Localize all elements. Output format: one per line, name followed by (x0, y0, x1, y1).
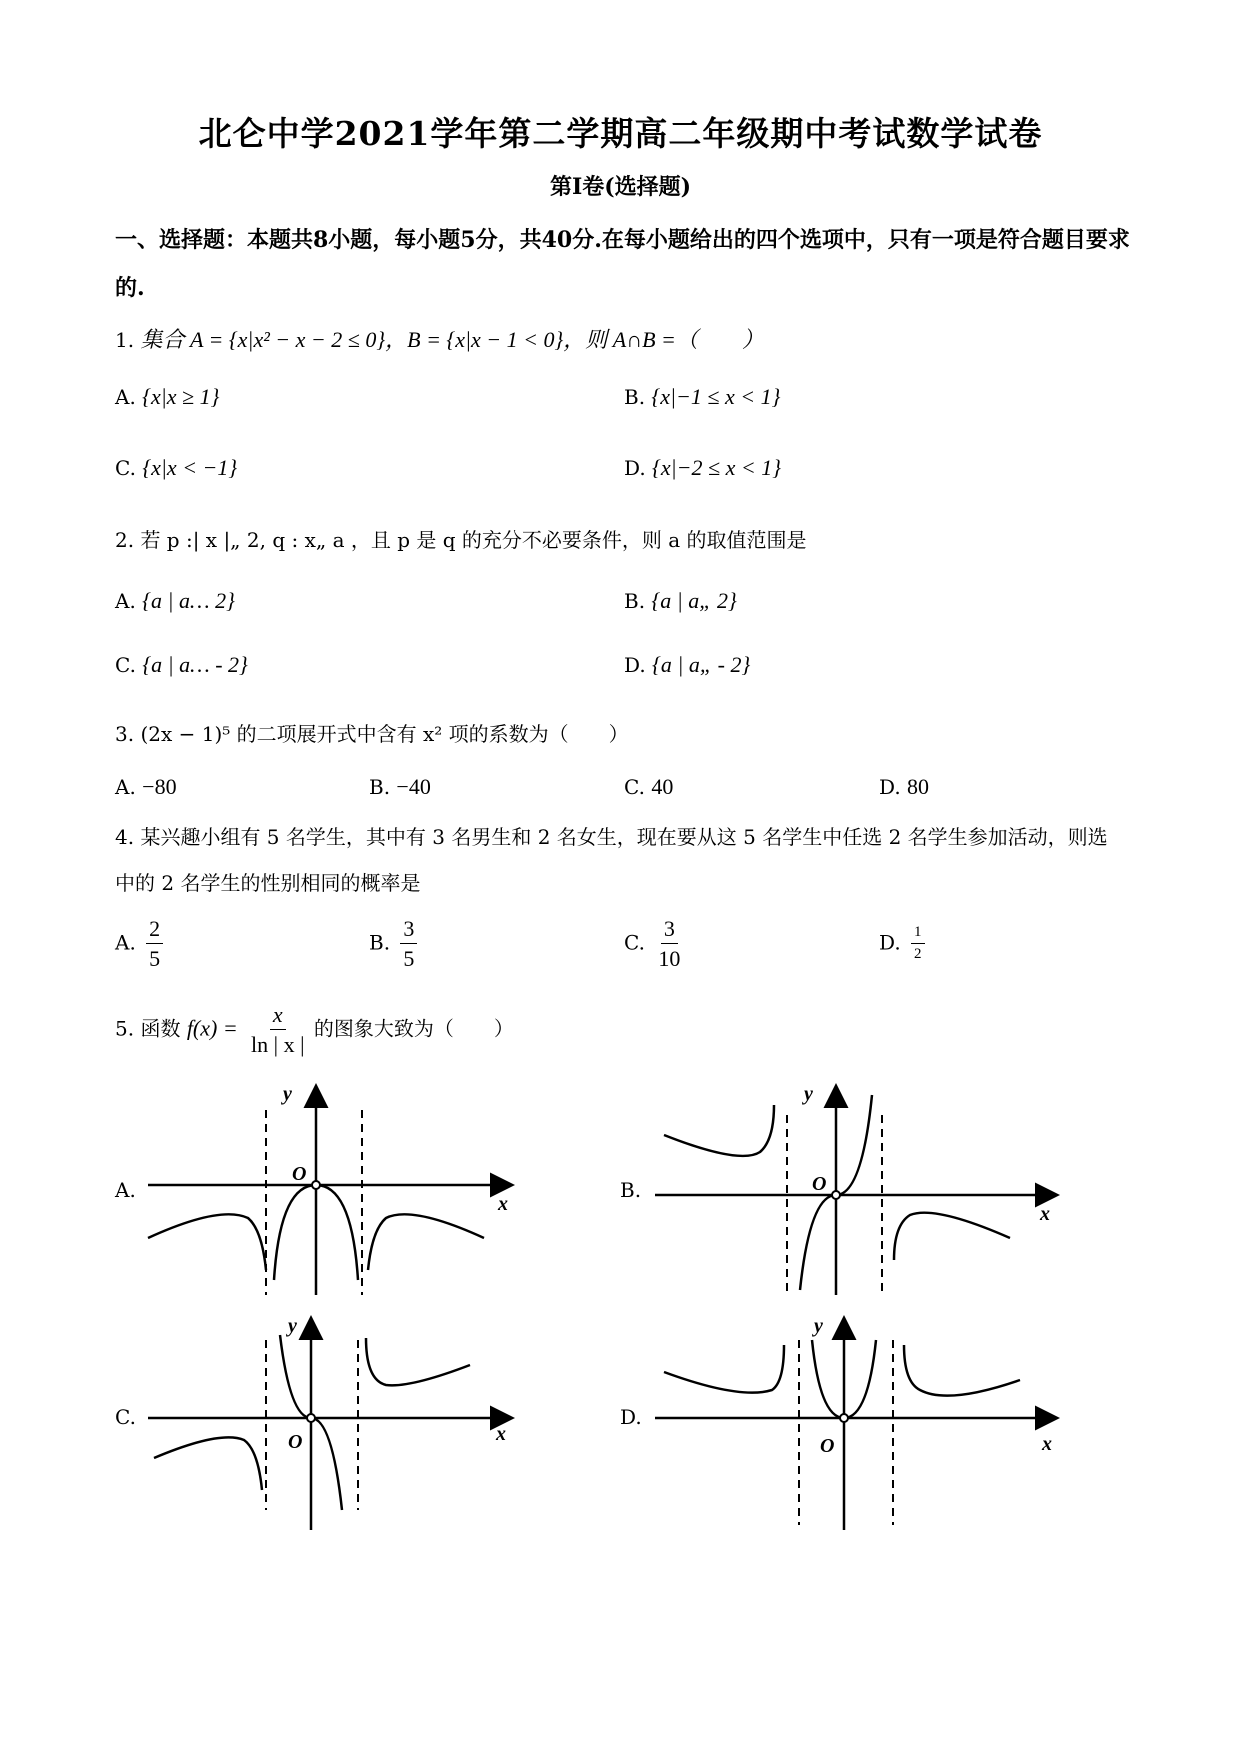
question-number: 5. (115, 1016, 135, 1041)
q1-option-c[interactable]: C. {x|x < −1} (115, 455, 238, 480)
q4-option-d[interactable]: D. $\frac{1}{2}$ (879, 924, 925, 964)
y-label: y (283, 1083, 292, 1105)
section-subtitle: 第I卷(选择题) (549, 174, 692, 200)
svg-text:O: O (820, 1435, 835, 1457)
q1-option-d[interactable]: D. {x|−2 ≤ x < 1} (624, 455, 781, 480)
question-text: 某兴趣小组有 5 名学生，其中有 3 名男生和 2 名女生，现在要从这 5 名学生中任选 2 名学生参加活动，则选中的 2 名学生的性别相同的概率是 (115, 825, 1108, 895)
question-number: 3. (115, 722, 135, 746)
graph-a (140, 1070, 520, 1300)
origin-label: O (292, 1163, 307, 1185)
question-number: 4. (115, 825, 135, 849)
graph-d (650, 1300, 1070, 1535)
svg-text:O: O (288, 1431, 303, 1453)
q4-option-c[interactable]: C. $\frac{3}{10}$ (624, 916, 681, 972)
q2-option-d[interactable]: D. {a | a„ - 2} (624, 652, 751, 677)
svg-text:O: O (812, 1173, 827, 1195)
curve-right (368, 1214, 484, 1270)
section-heading: 一、选择题：本题共8小题，每小题5分，共40分.在每小题给出的四个选项中，只有一项是符合题目要求的. (115, 227, 1130, 301)
q5-option-c[interactable]: C. (115, 1405, 136, 1429)
q3-option-d[interactable]: D. 80 (879, 774, 930, 799)
q3-option-c[interactable]: C. 40 (624, 774, 674, 799)
page-title: 北仑中学2021学年第二学期高二年级期中考试数学试卷 (198, 114, 1043, 153)
q4-option-b[interactable]: B. $\frac{3}{5}$ (369, 916, 417, 972)
q5-option-b[interactable]: B. (620, 1178, 642, 1202)
q1-option-a[interactable]: A. {x|x ≥ 1} (115, 384, 220, 409)
graph-b (650, 1070, 1070, 1300)
question-5: 5. 函数 f(x) = $\frac{x}{\ln | x |}$ 的图象大致为（ ） (115, 1002, 514, 1058)
svg-text:x: x (1040, 1203, 1050, 1225)
graph-c (140, 1300, 520, 1535)
q1-option-b[interactable]: B. {x|−1 ≤ x < 1} (624, 384, 781, 409)
q2-option-b[interactable]: B. {a | a„ 2} (624, 588, 737, 613)
question-text: 集合 A = {x|x² − x − 2 ≤ 0}，B = {x|x − 1 < 0}，则 A∩B =（ ） (140, 327, 764, 352)
question-3 (115, 718, 629, 747)
q5-option-d[interactable]: D. (620, 1405, 642, 1429)
q3-option-b[interactable]: B. −40 (369, 774, 431, 799)
svg-text:x: x (1042, 1433, 1052, 1455)
question-number: 1. (115, 328, 135, 352)
question-4 (115, 814, 1125, 906)
question-1 (115, 323, 764, 354)
question-text: (2x − 1)⁵ 的二项展开式中含有 x² 项的系数为（ ） (140, 722, 629, 746)
q5-option-a[interactable]: A. (115, 1178, 136, 1202)
svg-text:x: x (496, 1423, 506, 1445)
question-2 (115, 524, 807, 553)
q2-option-a[interactable]: A. {a | a… 2} (115, 588, 235, 613)
question-text: 若 p :| x |„ 2, q : x„ a ，且 p 是 q 的充分不必要条件，则 a 的取值范围是 (140, 528, 807, 552)
x-label: x (498, 1193, 508, 1215)
question-number: 2. (115, 528, 135, 552)
svg-text:y: y (804, 1083, 813, 1105)
q4-option-a[interactable]: A. $\frac{2}{5}$ (115, 916, 163, 972)
svg-text:y: y (814, 1315, 823, 1337)
origin-hole (312, 1181, 320, 1189)
q2-option-c[interactable]: C. {a | a… - 2} (115, 652, 248, 677)
curve-left (148, 1214, 266, 1270)
q3-option-a[interactable]: A. −80 (115, 774, 177, 799)
svg-text:y: y (288, 1315, 297, 1337)
